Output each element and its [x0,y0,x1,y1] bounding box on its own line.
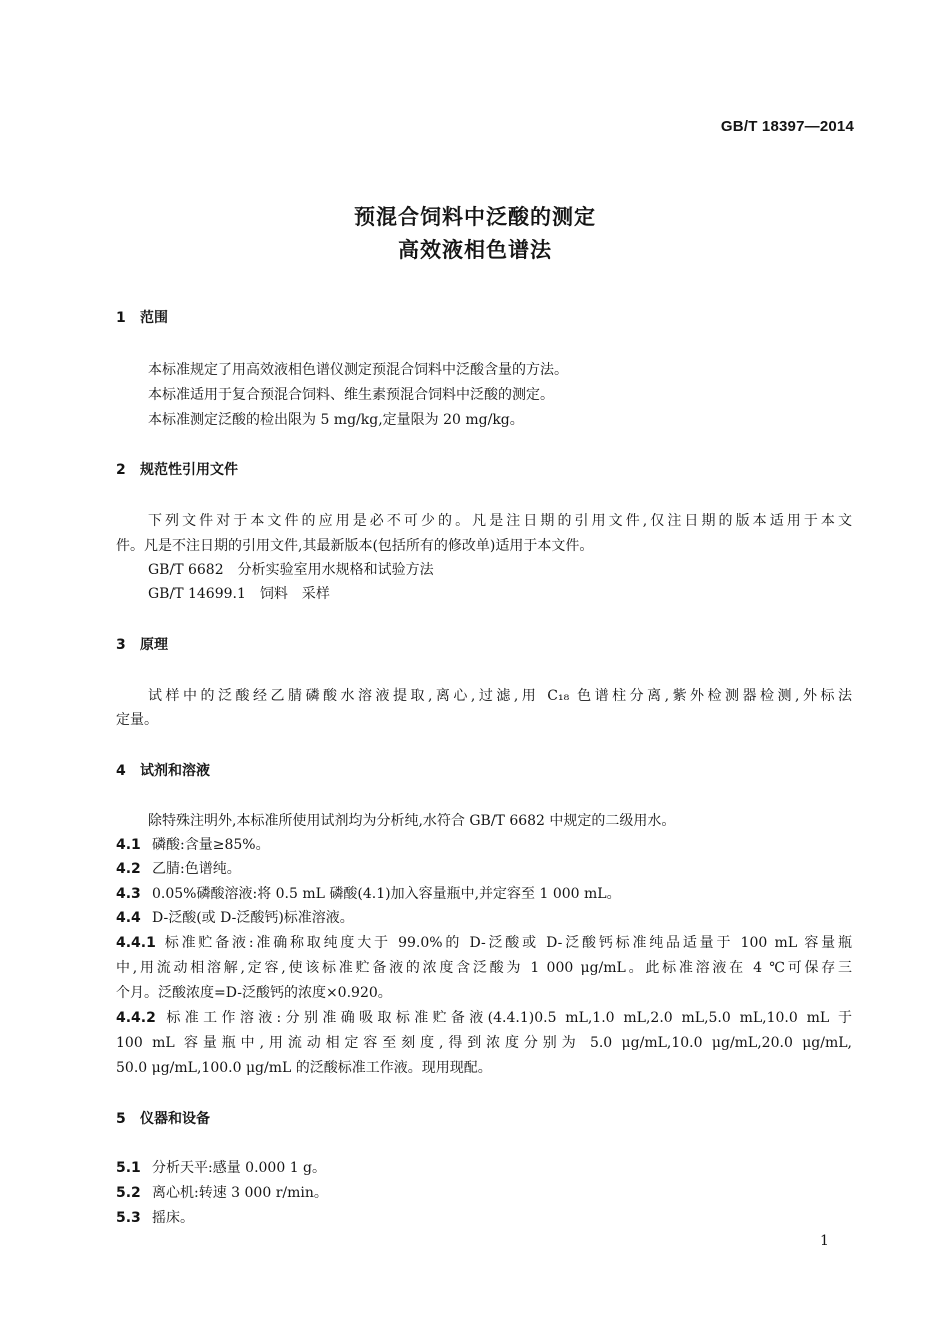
section-heading-reagents [116,760,210,780]
clause-text: 磷酸:含量≥85%。 [152,837,270,853]
document-title: 预混合饲料中泛酸的测定 [354,205,596,229]
section-number: 1 [116,310,126,326]
clause-number: 4.2 [116,861,141,877]
clause-4-3 [116,884,621,904]
document-subtitle: 高效液相色谱法 [398,238,552,262]
section-number: 5 [116,1111,126,1127]
reference-item: GB/T 6682 分析实验室用水规格和试验方法 [148,562,434,578]
section-title: 仪器和设备 [140,1111,210,1127]
clause-text: 0.05%磷酸溶液:将 0.5 mL 磷酸(4.1)加入容量瓶中,并定容至 1 000 mL。 [152,886,621,902]
clause-text: 乙腈:色谱纯。 [152,861,241,877]
clause-4-2 [116,859,241,879]
standard-number: GB/T 18397—2014 [720,118,854,135]
clause-text: D-泛酸(或 D-泛酸钙)标准溶液。 [152,910,354,926]
clause-text: 标准贮备液:准确称取纯度大于 99.0%的 D-泛酸或 D-泛酸钙标准纯品适量于 100 mL 容量瓶 [162,935,852,951]
clause-5-3 [116,1208,194,1228]
clause-5-1 [116,1158,326,1178]
clause-4-4-2 [116,1008,852,1028]
section-heading-scope [116,307,168,327]
paragraph: 定量。 [116,712,158,728]
clause-number: 5.2 [116,1185,141,1201]
section-title: 规范性引用文件 [140,462,238,478]
clause-4-4 [116,908,354,928]
section-heading-principle [116,634,168,654]
section-number: 3 [116,637,126,653]
paragraph: 本标准适用于复合预混合饲料、维生素预混合饲料中泛酸的测定。 [148,387,554,403]
clause-text: 离心机:转速 3 000 r/min。 [152,1185,328,1201]
clause-number: 5.1 [116,1160,141,1176]
clause-4-4-1 [116,933,852,953]
section-heading-normative-references [116,459,238,479]
clause-5-2 [116,1183,328,1203]
clause-number: 5.3 [116,1210,141,1226]
section-number: 2 [116,462,126,478]
paragraph: 除特殊注明外,本标准所使用试剂均为分析纯,水符合 GB/T 6682 中规定的二级用水。 [148,813,676,829]
clause-text: 分析天平:感量 0.000 1 g。 [152,1160,327,1176]
section-number: 4 [116,763,126,779]
reference-item: GB/T 14699.1 饲料 采样 [148,586,330,602]
clause-text: 标准工作溶液:分别准确吸取标准贮备液(4.4.1)0.5 mL,1.0 mL,2.0 mL,5.0 mL,10.0 mL 于 [162,1010,852,1026]
clause-number: 4.3 [116,886,141,902]
clause-number: 4.4 [116,910,141,926]
paragraph: 本标准规定了用高效液相色谱仪测定预混合饲料中泛酸含量的方法。 [148,362,568,378]
paragraph: 50.0 μg/mL,100.0 μg/mL 的泛酸标准工作液。现用现配。 [116,1060,492,1076]
clause-number: 4.4.1 [116,935,156,951]
clause-text: 摇床。 [152,1210,194,1226]
clause-number: 4.1 [116,837,141,853]
paragraph: 本标准测定泛酸的检出限为 5 mg/kg,定量限为 20 mg/kg。 [148,412,524,428]
paragraph: 100 mL 容量瓶中,用流动相定容至刻度,得到浓度分别为 5.0 μg/mL,10.0 μg/mL,20.0 μg/mL, [116,1035,852,1051]
paragraph: 试样中的泛酸经乙腈磷酸水溶液提取,离心,过滤,用 C₁₈ 色谱柱分离,紫外检测器检测,外标法 [148,688,852,704]
clause-4-1 [116,835,270,855]
page-number: 1 [820,1233,829,1249]
paragraph: 下列文件对于本文件的应用是必不可少的。凡是注日期的引用文件,仅注日期的版本适用于本文 [148,513,852,529]
section-title: 范围 [140,310,168,326]
paragraph: 件。凡是不注日期的引用文件,其最新版本(包括所有的修改单)适用于本文件。 [116,538,594,554]
section-title: 试剂和溶液 [140,763,210,779]
section-heading-apparatus [116,1108,210,1128]
clause-number: 4.4.2 [116,1010,156,1026]
section-title: 原理 [140,637,168,653]
paragraph: 中,用流动相溶解,定容,使该标准贮备液的浓度含泛酸为 1 000 μg/mL。此标准溶液在 4 ℃可保存三 [116,960,852,976]
paragraph: 个月。泛酸浓度=D-泛酸钙的浓度×0.920。 [116,985,392,1001]
